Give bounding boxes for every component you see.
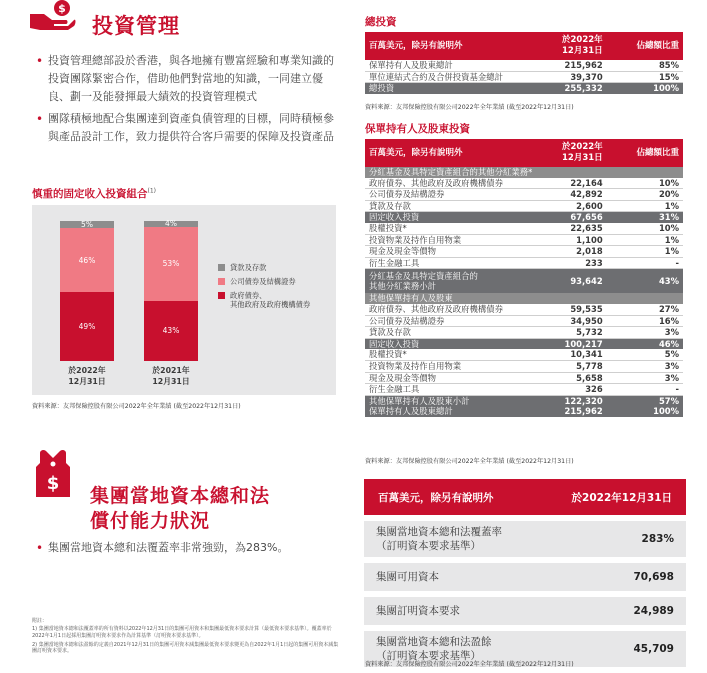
column-header: 佔總額比重 — [636, 40, 679, 51]
row-percent: 3% — [607, 360, 683, 372]
row-value: 5,732 — [549, 327, 606, 339]
row-percent: - — [607, 257, 683, 269]
solvency-bullet — [34, 539, 344, 561]
row-label: 衍生金融工具 — [365, 257, 549, 269]
table-row — [365, 223, 683, 234]
row-label: 衍生金融工具 — [365, 384, 549, 396]
column-header — [549, 139, 606, 167]
row-label: 現金及現金等價物 — [365, 372, 549, 384]
policyholder-title: 保單持有人及股東投資 — [365, 123, 470, 135]
column-header — [549, 32, 606, 60]
row-percent: 57% — [607, 395, 683, 406]
table-row — [365, 360, 683, 372]
table-row — [365, 246, 683, 258]
data-label: 4% — [165, 219, 177, 229]
chart-panel — [32, 205, 336, 395]
money-hand-icon — [30, 0, 76, 30]
table-row — [365, 372, 683, 384]
solvency-row-label — [376, 604, 460, 618]
legend-swatch — [218, 278, 225, 285]
total-investments-title: 總投資 — [365, 16, 397, 28]
row-value: 67,656 — [549, 212, 606, 223]
bar-segment — [60, 291, 114, 361]
row-value: 5,778 — [549, 360, 606, 372]
table-row — [365, 189, 683, 201]
table-row — [365, 406, 683, 417]
row-value: 2,018 — [549, 246, 606, 258]
row-value: 255,332 — [549, 83, 606, 94]
row-percent: 43% — [607, 269, 683, 294]
table-row — [365, 338, 683, 349]
row-value: 10,341 — [549, 349, 606, 360]
svg-text:$: $ — [58, 2, 66, 15]
row-percent: 15% — [607, 71, 683, 83]
row-label: 公司債券及結構證券 — [365, 189, 549, 201]
category-label-line: 12月31日 — [152, 377, 190, 386]
table-row — [365, 200, 683, 212]
solvency-row — [364, 597, 686, 625]
footnote: 2) 集團當地資本總和法盈餘的定義自2021年12月31日的集團可用資本減集團最低資本要求變更為自2022年1月1日起的集團可用資本減集團訂明資本要求。 — [32, 641, 339, 655]
data-label: 43% — [162, 326, 180, 336]
chart-legend — [218, 263, 333, 314]
table-row — [365, 315, 683, 327]
row-label-line: 其他分紅業務小計 — [369, 281, 436, 292]
category-label-line: 於2021年 — [152, 366, 190, 375]
solvency-label-line: 集團可用資本 — [376, 571, 439, 583]
legend-label-line: 貸款及存款 — [230, 263, 267, 272]
table-row — [365, 212, 683, 223]
stacked-bar — [60, 221, 114, 361]
row-label: 其他保單持有人及股東 — [365, 293, 683, 304]
table-row — [365, 167, 683, 178]
row-value: 233 — [549, 257, 606, 269]
legend-item — [218, 277, 333, 286]
row-percent: 1% — [607, 234, 683, 246]
solvency-row — [364, 563, 686, 591]
category-label-line: 12月31日 — [68, 377, 106, 386]
footnote-ref: (1) — [147, 187, 156, 195]
row-label: 政府債券、其他政府及政府機構債券 — [365, 178, 549, 189]
bullet-text: • 團隊積極地配合集團達到資產負債管理的目標，同時積極參與產品設計工作，致力提供符合客戶需要的保障及投資產品 — [48, 110, 339, 146]
legend-item — [218, 263, 333, 272]
row-label: 投資物業及持作自用物業 — [365, 360, 549, 372]
data-label: 49% — [78, 322, 96, 332]
bar-segment — [144, 226, 198, 301]
data-label: 46% — [78, 255, 96, 265]
column-header: 佔總額比重 — [636, 147, 679, 158]
row-label: 保單持有人及股東總計 — [365, 406, 549, 417]
column-header-line: 於2022年 — [562, 142, 603, 152]
table-row — [365, 269, 683, 294]
row-label-line: 分紅基金及具特定資產組合的 — [369, 271, 478, 282]
solvency-row-value: 70,698 — [633, 571, 674, 583]
row-value: 5,658 — [549, 372, 606, 384]
row-label: 保單持有人及股東總計 — [365, 60, 549, 71]
dollar-tag-icon — [34, 449, 72, 499]
column-header-line: 12月31日 — [562, 46, 603, 56]
row-value: 215,962 — [549, 60, 606, 71]
bullet-text: • 集團當地資本總和法覆蓋率非常強勁，為283%。 — [48, 539, 344, 557]
footnotes — [32, 618, 342, 654]
legend-swatch — [218, 292, 225, 299]
row-label: 固定收入投資 — [365, 338, 549, 349]
solvency-source: 資料來源：友邦保險控股有限公司2022年全年業績 (截至2022年12月31日) — [365, 661, 574, 668]
category-label — [134, 365, 208, 387]
row-value: 22,635 — [549, 223, 606, 234]
row-label: 投資物業及持作自用物業 — [365, 234, 549, 246]
column-header-line: 於2022年 — [562, 35, 603, 45]
chart-title: 慎重的固定收入投資組合$^{(1)}$ — [32, 187, 156, 200]
row-percent: 16% — [607, 315, 683, 327]
row-label: 分紅基金及具特定資產組合的其他分紅業務* — [365, 167, 683, 178]
policyholder-table — [365, 139, 683, 417]
solvency-row-label — [376, 525, 502, 553]
legend-item — [218, 291, 333, 309]
row-label: 股權投資* — [365, 223, 549, 234]
category-label — [50, 365, 124, 387]
row-value: 215,962 — [549, 406, 606, 417]
stacked-bar — [144, 221, 198, 361]
row-label: 貸款及存款 — [365, 200, 549, 212]
row-label: 固定收入投資 — [365, 212, 549, 223]
table-row — [365, 349, 683, 360]
legend-label-line: 公司債券及結構證券 — [230, 277, 296, 286]
legend-swatch — [218, 264, 225, 271]
solvency-table — [364, 479, 686, 673]
row-percent: 3% — [607, 372, 683, 384]
row-label: 單位連結式合約及合併投資基金總計 — [365, 71, 549, 83]
row-value: 93,642 — [549, 269, 606, 294]
footnote: 1) 集團當地資本總和法覆蓋率的所有資料以2022年12月31日的集團可用資本和集團最低資本要求計算（最低資本要求基準）。覆蓋率於2022年1月1日起採用集團訂明資本要求作為計算基準（訂明資本要求基準）。 — [32, 626, 332, 639]
row-percent: 5% — [607, 349, 683, 360]
bar-segment — [60, 227, 114, 292]
chart-source: 資料來源：友邦保險控股有限公司2022年全年業績 (截至2022年12月31日) — [32, 403, 241, 410]
investment-bullets — [34, 52, 339, 150]
row-label: 貸款及存款 — [365, 327, 549, 339]
solvency-label-line: 集團當地資本總和法盈餘 — [376, 636, 492, 648]
table-row — [365, 178, 683, 189]
legend-label — [230, 263, 266, 272]
data-label: 5% — [81, 220, 93, 229]
bar-segment — [144, 300, 198, 361]
solvency-row-label — [376, 570, 439, 584]
table-row — [365, 60, 683, 71]
row-value: 326 — [549, 384, 606, 396]
row-label: 政府債券、其他政府及政府機構債券 — [365, 304, 549, 315]
table-row — [365, 83, 683, 94]
svg-text:$: $ — [46, 473, 60, 494]
table-row — [365, 395, 683, 406]
row-percent: 46% — [607, 338, 683, 349]
column-header-line: 12月31日 — [562, 153, 603, 163]
row-percent: 100% — [607, 83, 683, 94]
policyholder-source: 資料來源：友邦保險控股有限公司2022年全年業績 (截至2022年12月31日) — [365, 458, 574, 465]
solvency-row-value: 24,989 — [633, 605, 674, 617]
row-percent: 100% — [607, 406, 683, 417]
legend-label-line: 政府債券、 — [230, 291, 267, 300]
row-value: 22,164 — [549, 178, 606, 189]
row-label: 現金及現金等價物 — [365, 246, 549, 258]
solvency-row-value: 283% — [641, 533, 674, 545]
row-percent: 1% — [607, 246, 683, 258]
table-header-row — [365, 139, 683, 167]
row-percent: 3% — [607, 327, 683, 339]
solvency-table-header: 百萬美元，除另有說明外 於2022年12月31日 — [364, 479, 686, 515]
solvency-label-line: （訂明資本要求基準） — [376, 650, 481, 662]
category-label-line: 於2022年 — [68, 366, 106, 375]
solvency-label-line: （訂明資本要求基準） — [376, 540, 481, 552]
column-header: 百萬美元，除另有說明外 — [369, 147, 463, 158]
total-investments-source: 資料來源：友邦保險控股有限公司2022年全年業績 (截至2022年12月31日) — [365, 104, 574, 111]
section-title-investment: 投資管理 — [92, 14, 180, 38]
row-value: 2,600 — [549, 200, 606, 212]
row-percent: 20% — [607, 189, 683, 201]
row-value: 122,320 — [549, 395, 606, 406]
row-value: 100,217 — [549, 338, 606, 349]
row-percent: 31% — [607, 212, 683, 223]
solvency-row-value: 45,709 — [633, 643, 674, 655]
table-row — [365, 257, 683, 269]
table-header-row — [365, 32, 683, 60]
row-value: 42,892 — [549, 189, 606, 201]
footnotes-title: 附註： — [32, 618, 48, 624]
data-label: 53% — [162, 259, 180, 269]
bar-segment — [144, 221, 198, 227]
row-percent: 10% — [607, 223, 683, 234]
column-header: 百萬美元，除另有說明外 — [369, 40, 463, 51]
table-row — [365, 293, 683, 304]
row-value: 59,535 — [549, 304, 606, 315]
solvency-label-line: 集團訂明資本要求 — [376, 605, 460, 617]
table-row — [365, 71, 683, 83]
row-label: 其他保單持有人及股東小計 — [365, 395, 549, 406]
row-percent: 1% — [607, 200, 683, 212]
row-percent: 10% — [607, 178, 683, 189]
solvency-label-line: 集團當地資本總和法覆蓋率 — [376, 526, 502, 538]
section-title-solvency: 集團當地資本總和法 償付能力狀況 — [90, 485, 271, 532]
row-value: 1,100 — [549, 234, 606, 246]
row-label: 股權投資* — [365, 349, 549, 360]
row-value: 39,370 — [549, 71, 606, 83]
legend-label-line: 其他政府及政府機構債券 — [230, 300, 311, 309]
row-percent: - — [607, 384, 683, 396]
table-row — [365, 327, 683, 339]
legend-label — [230, 277, 296, 286]
table-row — [365, 234, 683, 246]
row-label: 總投資 — [365, 83, 549, 94]
bullet-text: • 投資管理總部設於香港，與各地擁有豐富經驗和專業知識的投資團隊緊密合作，借助他們對當地的知識，一同建立優良、劃一及能發揮最大績效的投資管理模式 — [48, 52, 339, 106]
row-percent: 27% — [607, 304, 683, 315]
row-label: 公司債券及結構證券 — [365, 315, 549, 327]
table-row — [365, 384, 683, 396]
row-label — [365, 269, 549, 294]
total-investments-table — [365, 32, 683, 94]
legend-label — [230, 291, 310, 309]
solvency-row — [364, 521, 686, 557]
row-value: 34,950 — [549, 315, 606, 327]
bar-segment — [60, 221, 114, 228]
row-percent: 85% — [607, 60, 683, 71]
table-row — [365, 304, 683, 315]
